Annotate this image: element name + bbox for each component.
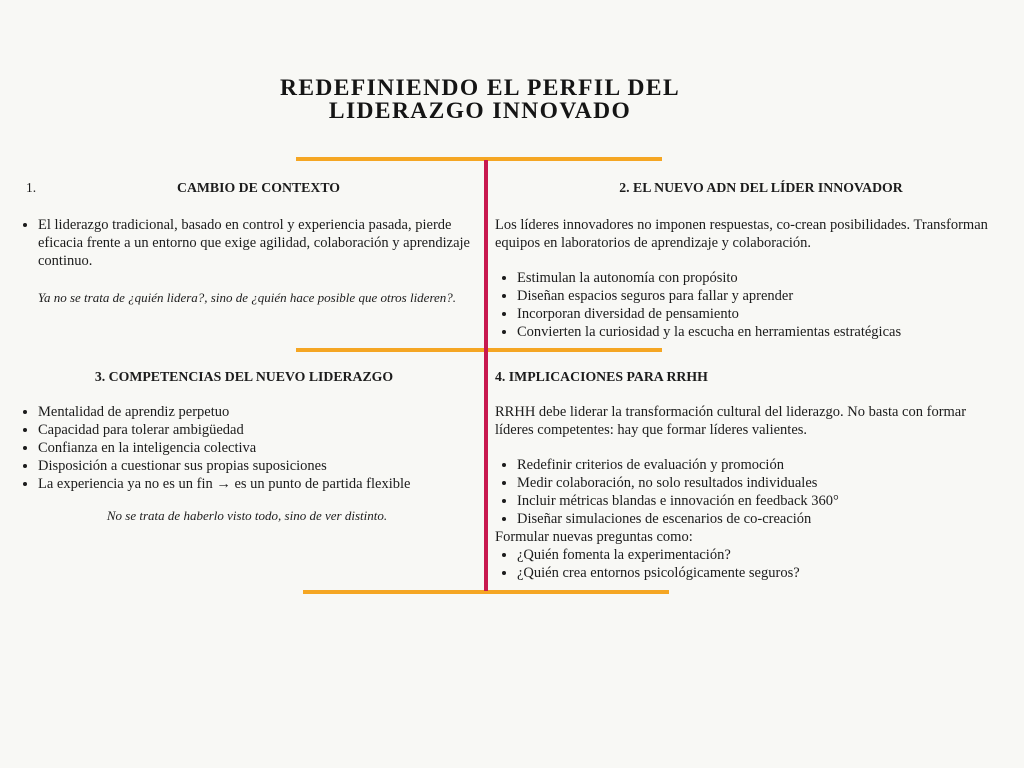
section-4-intro: RRHH debe liderar la transformación cultural del liderazgo. No basta con formar líderes competentes: hay que formar líderes valientes.	[495, 404, 967, 438]
section-competencias	[16, 368, 478, 525]
section-2-heading: 2. EL NUEVO ADN DEL LÍDER INNOVADOR	[619, 180, 903, 195]
section-2-list	[495, 269, 1007, 341]
section-1-heading: CAMBIO DE CONTEXTO	[176, 180, 341, 195]
section-4-heading: 4. IMPLICACIONES PARA RRHH	[495, 369, 708, 384]
section-3-quote: No se trata de haberlo visto todo, sino de ver distinto.	[106, 508, 388, 523]
section-cambio-contexto	[16, 179, 478, 307]
list-item: • Convierten la curiosidad y la escucha en herramientas estratégicas	[517, 323, 1007, 341]
section-1-number: 1.	[26, 180, 37, 195]
section-2-intro: Los líderes innovadores no imponen respuestas, co-crean posibilidades. Transforman equipos en laboratorios de aprendizaje y colaboración.	[495, 217, 988, 251]
top-divider	[296, 157, 662, 161]
list-item: • Diseñan espacios seguros para fallar y aprender	[517, 287, 1007, 305]
middle-divider	[296, 348, 662, 352]
list-item: • Medir colaboración, no solo resultados individuales	[517, 474, 990, 492]
title-line-1: REDEFINIENDO EL PERFIL DEL	[279, 75, 681, 101]
section-3-list	[16, 403, 478, 493]
section-4-questions	[495, 546, 990, 582]
list-item: • ¿Quién fomenta la experimentación?	[517, 546, 990, 564]
list-item: • ¿Quién crea entornos psicológicamente seguros?	[517, 564, 990, 582]
section-nuevo-adn	[495, 179, 1007, 341]
section-1-quote: Ya no se trata de ¿quién lidera?, sino de ¿quién hace posible que otros lideren?.	[37, 290, 457, 305]
vertical-divider	[484, 160, 488, 591]
list-item: • Confianza en la inteligencia colectiva	[38, 439, 478, 457]
list-item: • Redefinir criterios de evaluación y promoción	[517, 456, 990, 474]
list-item: • Diseñar simulaciones de escenarios de co-creación	[517, 510, 990, 528]
list-item: • La experiencia ya no es un fin → es un punto de partida flexible	[38, 475, 478, 493]
section-3-heading: 3. COMPETENCIAS DEL NUEVO LIDERAZGO	[94, 369, 394, 384]
page-title	[230, 77, 730, 123]
section-4-subheading: Formular nuevas preguntas como:	[495, 529, 693, 545]
section-implicaciones-rrhh	[495, 368, 990, 582]
list-item: • El liderazgo tradicional, basado en control y experiencia pasada, pierde eficacia frente a un entorno que exige agilidad, colaboración y aprendizaje continuo.	[38, 216, 478, 270]
list-item: • Disposición a cuestionar sus propias suposiciones	[38, 457, 478, 475]
list-item: • Incluir métricas blandas e innovación en feedback 360°	[517, 492, 990, 510]
section-1-list	[16, 216, 478, 270]
section-4-list	[495, 456, 990, 528]
list-item: • Estimulan la autonomía con propósito	[517, 269, 1007, 287]
list-item: • Capacidad para tolerar ambigüedad	[38, 421, 478, 439]
section-1-header	[16, 179, 478, 197]
title-line-2: LIDERAZGO INNOVADO	[328, 98, 632, 124]
list-item: • Incorporan diversidad de pensamiento	[517, 305, 1007, 323]
list-item: • Mentalidad de aprendiz perpetuo	[38, 403, 478, 421]
